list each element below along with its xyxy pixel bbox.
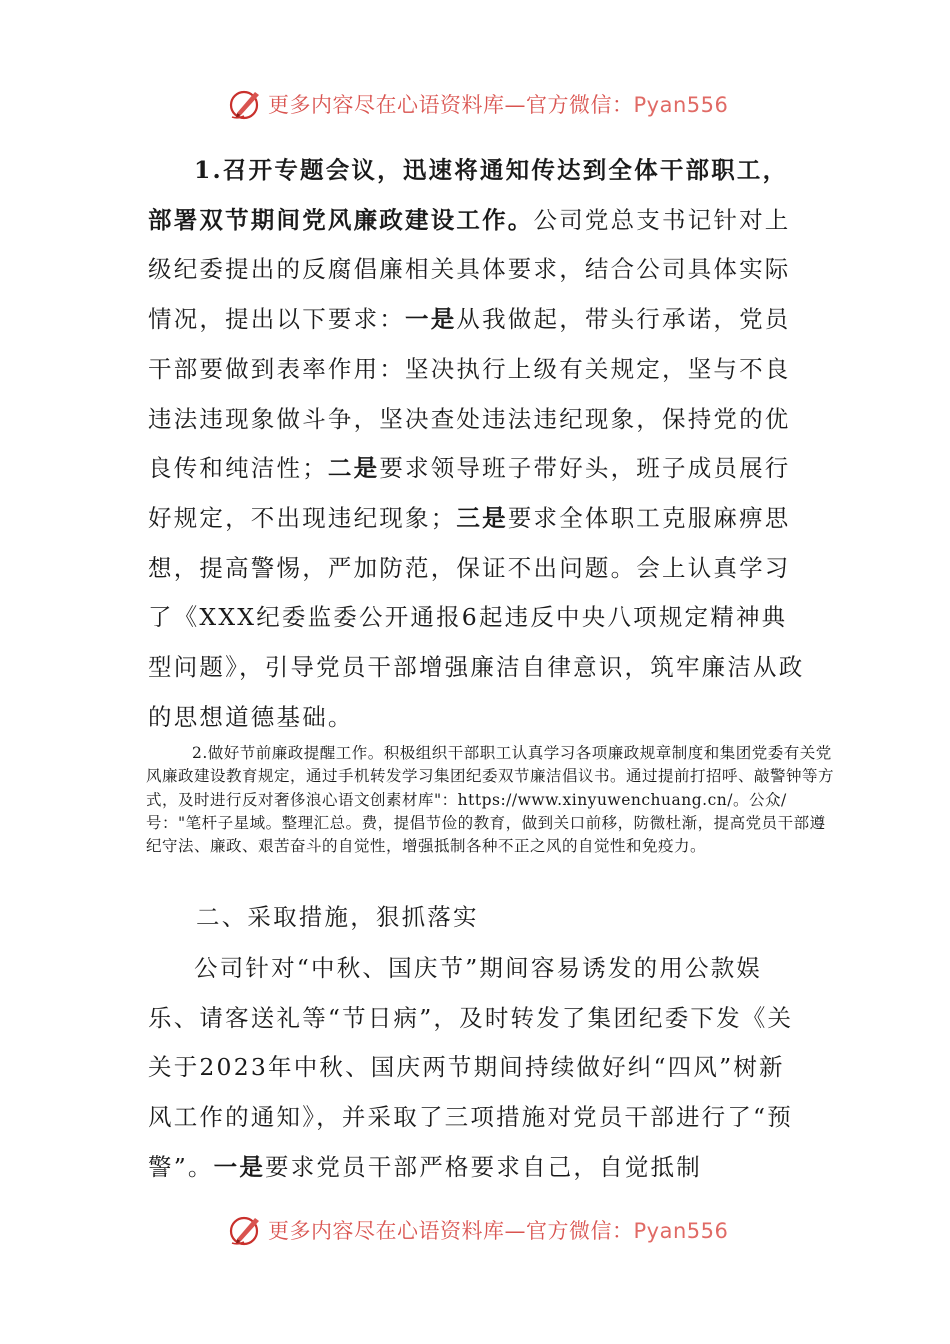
paragraph-1-bold-lead: 1.召开专题会议，迅速将通知传达到全体干部职工，部署双节期间党风廉政建设工作。 <box>148 156 789 234</box>
quill-pen-logo-icon <box>228 86 264 122</box>
keyword-first-p3: 一是 <box>213 1152 266 1181</box>
section-heading-2: 二、采取措施，狠抓落实 <box>196 903 479 931</box>
watermark-text: 更多内容尽在心语资料库—官方微信：Pyan556 <box>268 93 729 117</box>
quill-pen-logo-icon <box>228 1212 264 1248</box>
keyword-first: 一是 <box>405 305 457 334</box>
watermark-banner-bottom <box>228 1210 728 1250</box>
paragraph-3: 公司针对“中秋、国庆节”期间容易诱发的用公款娱乐、请客送礼等“节日病”，及时转发了集团纪委下发《关关于2023年中秋、国庆两节期间持续做好纠“四风”树新风工作的通知》，并采取了三项措施对党员干部进行了“预警”。一是要求党员干部严格要求自己，自觉抵制 <box>148 954 794 1181</box>
paragraph-2: 2.做好节前廉政提醒工作。积极组织干部职工认真学习各项廉政规章制度和集团党委有关党风廉政建设教育规定，通过手机转发学习集团纪委双节廉洁倡议书。通过提前打招呼、敲警钟等方式，及时进行反对奢侈浪心语文创素材库"：https://www.xinyuwenchuang.cn/。公众/号："笔杆子星域。整理汇总。费，提倡节俭的教育，做到关口前移，防微杜渐，提高党员干部遵纪守法、廉政、艰苦奋斗的自觉性，增强抵制各种不正之风的自觉性和免疫力。 <box>146 744 835 856</box>
watermark-banner-top <box>228 84 728 124</box>
keyword-third: 三是 <box>456 503 508 532</box>
watermark-text: 更多内容尽在心语资料库—官方微信：Pyan556 <box>268 1219 729 1243</box>
paragraph-1: 1.召开专题会议，迅速将通知传达到全体干部职工，部署双节期间党风廉政建设工作。公司党总支书记针对上级纪委提出的反腐倡廉相关具体要求，结合公司具体实际情况，提出以下要求：一是从我做起，带头行承诺，党员干部要做到表率作用：坚决执行上级有关规定，坚与不良违法违现象做斗争，坚决查处违法违纪现象，保持党的优良传和纯洁性；二是要求领导班子带好头，班子成员展行好规定，不出现违纪现象；三是要求全体职工克服麻痹思想，提高警惕，严加防范，保证不出问题。会上认真学习了《XXX纪委监委公开通报6起违反中央八项规定精神典型问题》，引导党员干部增强廉洁自律意识，筑牢廉洁从政的思想道德基础。 <box>148 156 805 731</box>
keyword-second: 二是 <box>327 454 380 483</box>
